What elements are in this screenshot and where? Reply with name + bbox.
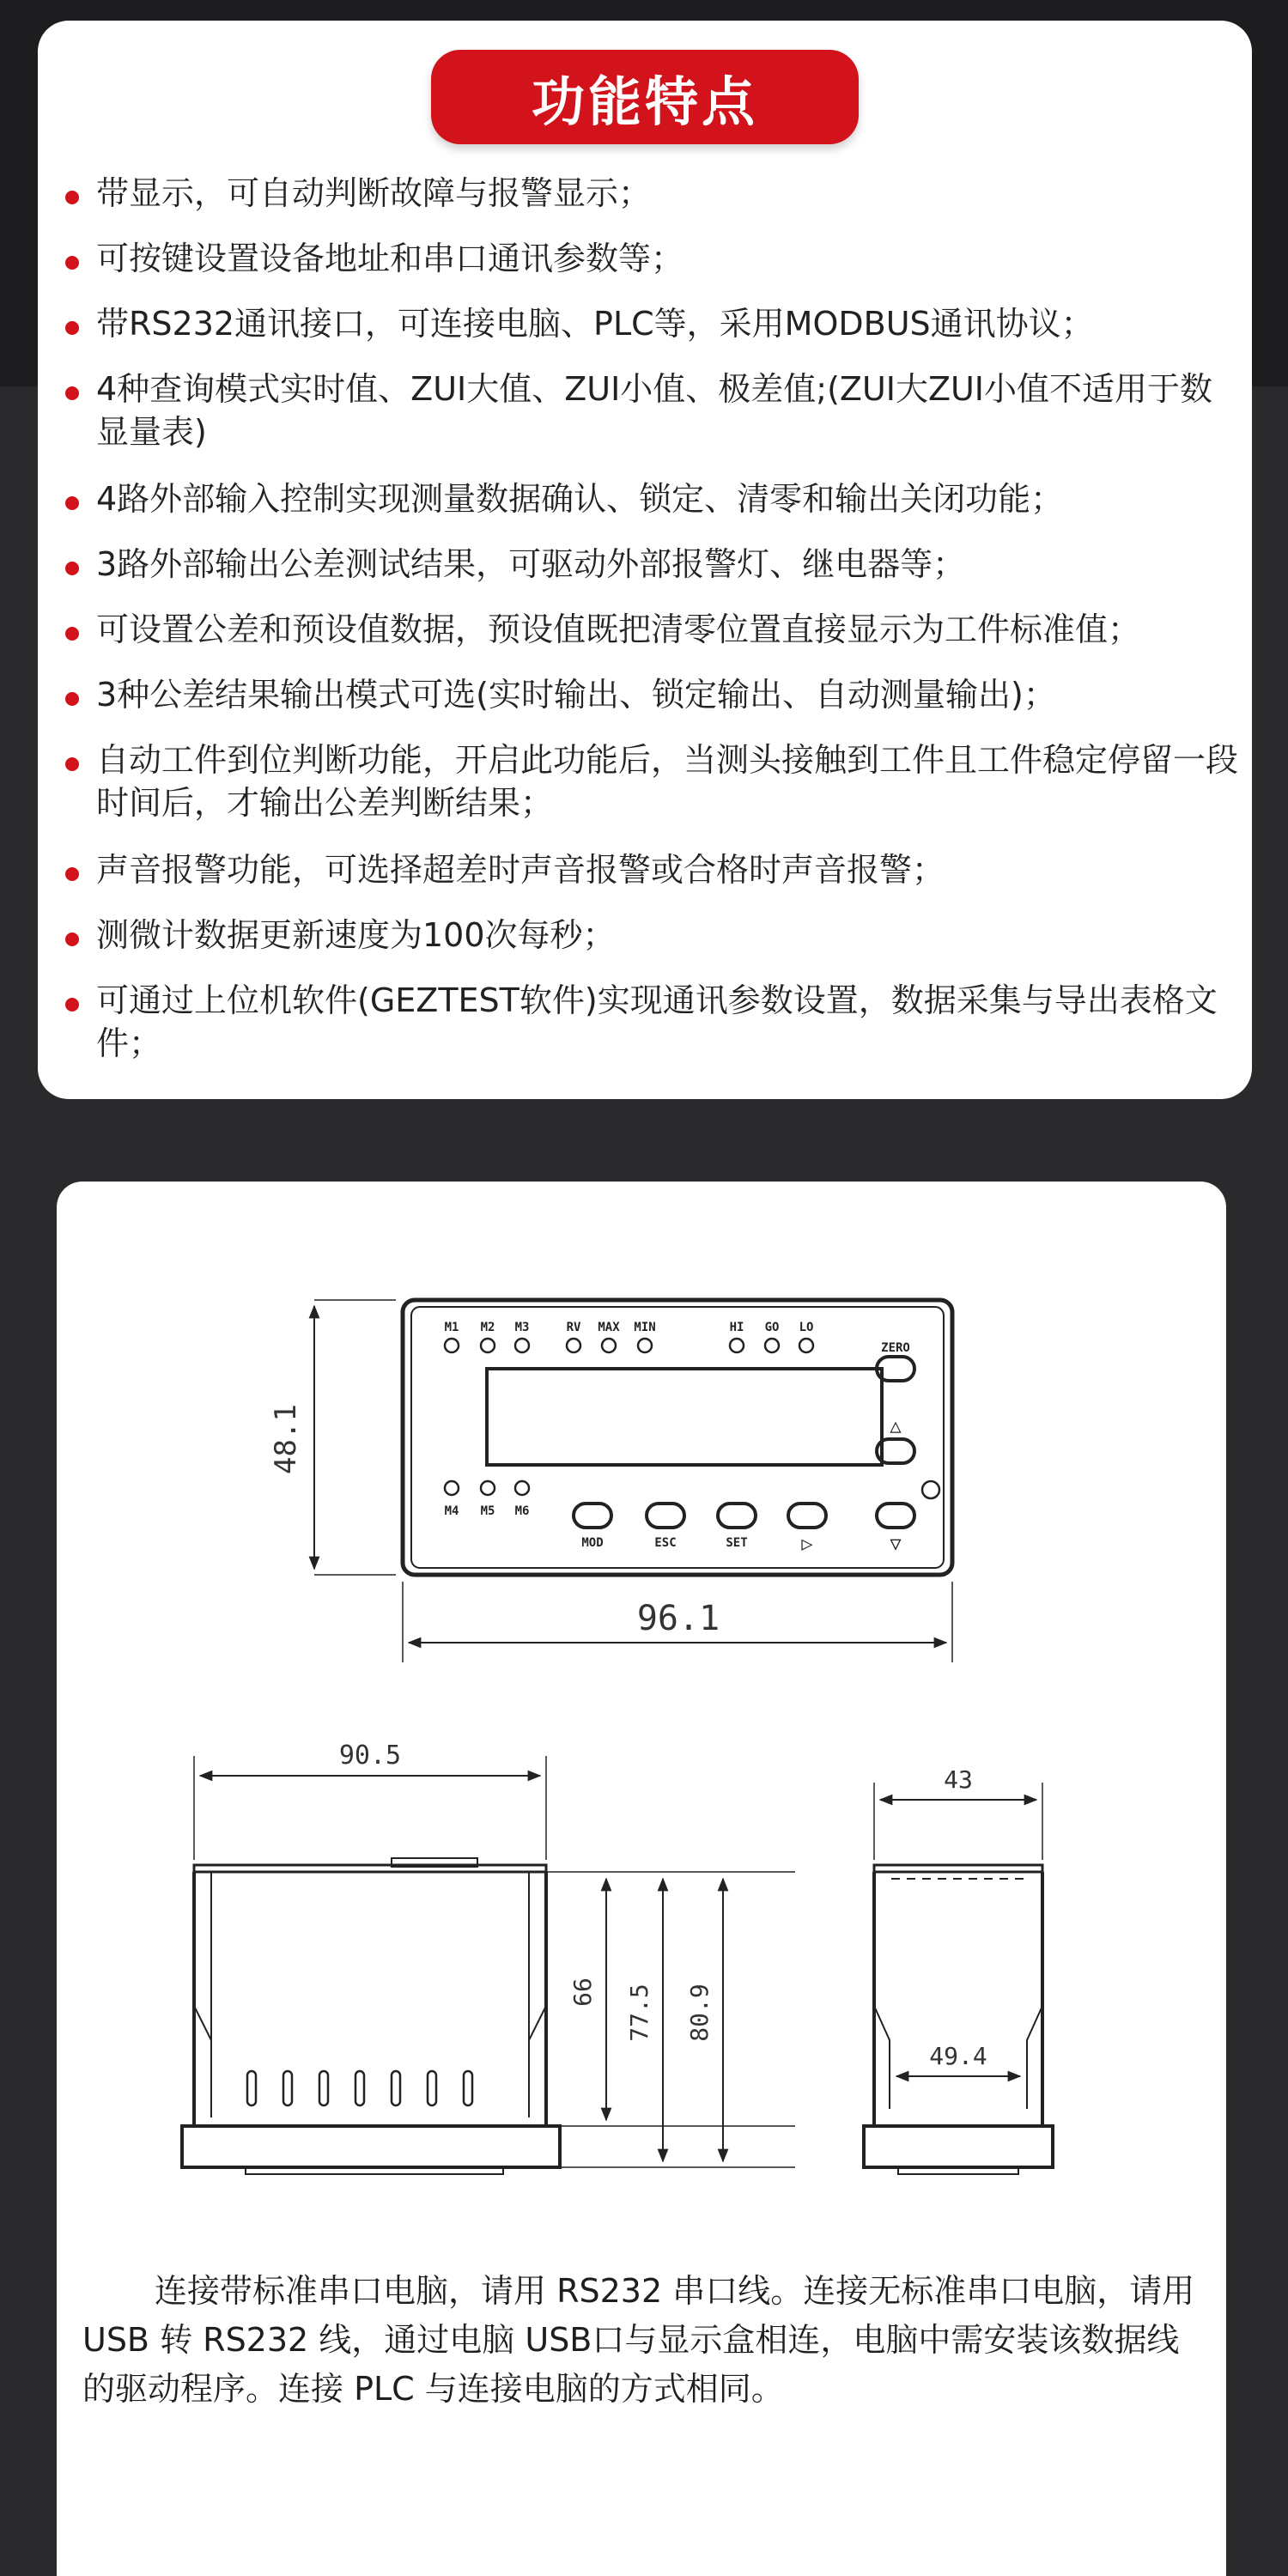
led-label-hi: HI bbox=[729, 1321, 744, 1334]
bullet-icon bbox=[65, 692, 79, 706]
led-label-m3: M3 bbox=[514, 1321, 530, 1334]
bullet-icon bbox=[65, 321, 79, 335]
features-title: 功能特点 bbox=[531, 70, 758, 133]
led-label-rv: RV bbox=[566, 1321, 581, 1334]
bullet-icon bbox=[65, 867, 79, 881]
led-label-m4: M4 bbox=[444, 1504, 459, 1518]
features-card: 功能特点 带显示，可自动判断故障与报警显示； 可按键设置设备地址和串口通讯参数等； 带RS232通讯接口，可连接电脑、PLC等，采用MODBUS通讯协议； 4种查询模式实时值、ZUI大值、ZUI小值、极差值;(ZUI大ZUI小值不适用于数显量表) 4路外部输入控制实现测量数据确认、锁定、清零和输出关闭功能； 3路外部输出公差测试结果，可驱动外部报警灯、继电器等； 可设置公差和预设值数据，预设值既把清零位置直接显示为工件标准值； 3种公差结果输出模式可选(实时输出、锁定输出、自动测量输出)； 自动工件到位判断功能，开启此功能后，当测头接触到工件且工件稳定停留一段时间后，才输出公差判断结果； 声音报警功能，可选择超差时声音报警或合格时声音报警； 测微计数据更新速度为100次每秒； 可通过上位机软件(GEZTEST软件)实现通讯参数设置，数据采集与导出表格文件； bbox=[38, 21, 1252, 1099]
bullet-icon bbox=[65, 757, 79, 771]
technical-drawing bbox=[57, 1182, 1226, 2255]
display-window bbox=[487, 1369, 882, 1465]
dim-side-length-label: 90.5 bbox=[338, 1741, 402, 1771]
bullet-icon bbox=[65, 496, 79, 510]
dim-depth-label: 43 bbox=[944, 1765, 973, 1794]
bullet-icon bbox=[65, 627, 79, 641]
down-arrow-label: ▽ bbox=[890, 1534, 902, 1555]
bullet-icon bbox=[65, 386, 79, 400]
mod-label: MOD bbox=[581, 1536, 604, 1550]
dim-width-label: 96.1 bbox=[636, 1599, 720, 1638]
led-label-m6: M6 bbox=[514, 1504, 530, 1518]
esc-label: ESC bbox=[654, 1536, 677, 1550]
led-label-m1: M1 bbox=[444, 1321, 459, 1334]
bullet-icon bbox=[65, 998, 79, 1012]
connection-description: 连接带标准串口电脑，请用 RS232 串口线。连接无标准串口电脑，请用 USB 转 RS232 线，通过电脑 USB口与显示盒相连，电脑中需安装该数据线的驱动程序。连接 PLC 与连接电脑的方式相同。 bbox=[82, 2272, 1195, 2408]
dim-inner-label: 49.4 bbox=[929, 2042, 987, 2070]
features-title-badge bbox=[431, 50, 859, 144]
dim-66-label: 66 bbox=[568, 1978, 597, 2007]
bullet-icon bbox=[65, 191, 79, 204]
led-label-min: MIN bbox=[634, 1321, 656, 1334]
dimension-drawing-card bbox=[57, 1182, 1226, 2576]
right-arrow-label: ▷ bbox=[801, 1534, 813, 1555]
led-label-lo: LO bbox=[799, 1321, 814, 1334]
led-label-go: GO bbox=[764, 1321, 780, 1334]
dim-77-label: 77.5 bbox=[625, 1984, 653, 2042]
bullet-icon bbox=[65, 933, 79, 946]
bullet-icon bbox=[65, 562, 79, 575]
led-label-max: MAX bbox=[598, 1321, 620, 1334]
zero-label: ZERO bbox=[881, 1341, 910, 1355]
set-label: SET bbox=[726, 1536, 748, 1550]
led-label-m2: M2 bbox=[480, 1321, 495, 1334]
dim-80-label: 80.9 bbox=[685, 1984, 714, 2042]
led-label-m5: M5 bbox=[480, 1504, 495, 1518]
up-arrow-label: △ bbox=[890, 1416, 902, 1437]
dim-height-label: 48.1 bbox=[269, 1404, 303, 1474]
bullet-icon bbox=[65, 256, 79, 270]
